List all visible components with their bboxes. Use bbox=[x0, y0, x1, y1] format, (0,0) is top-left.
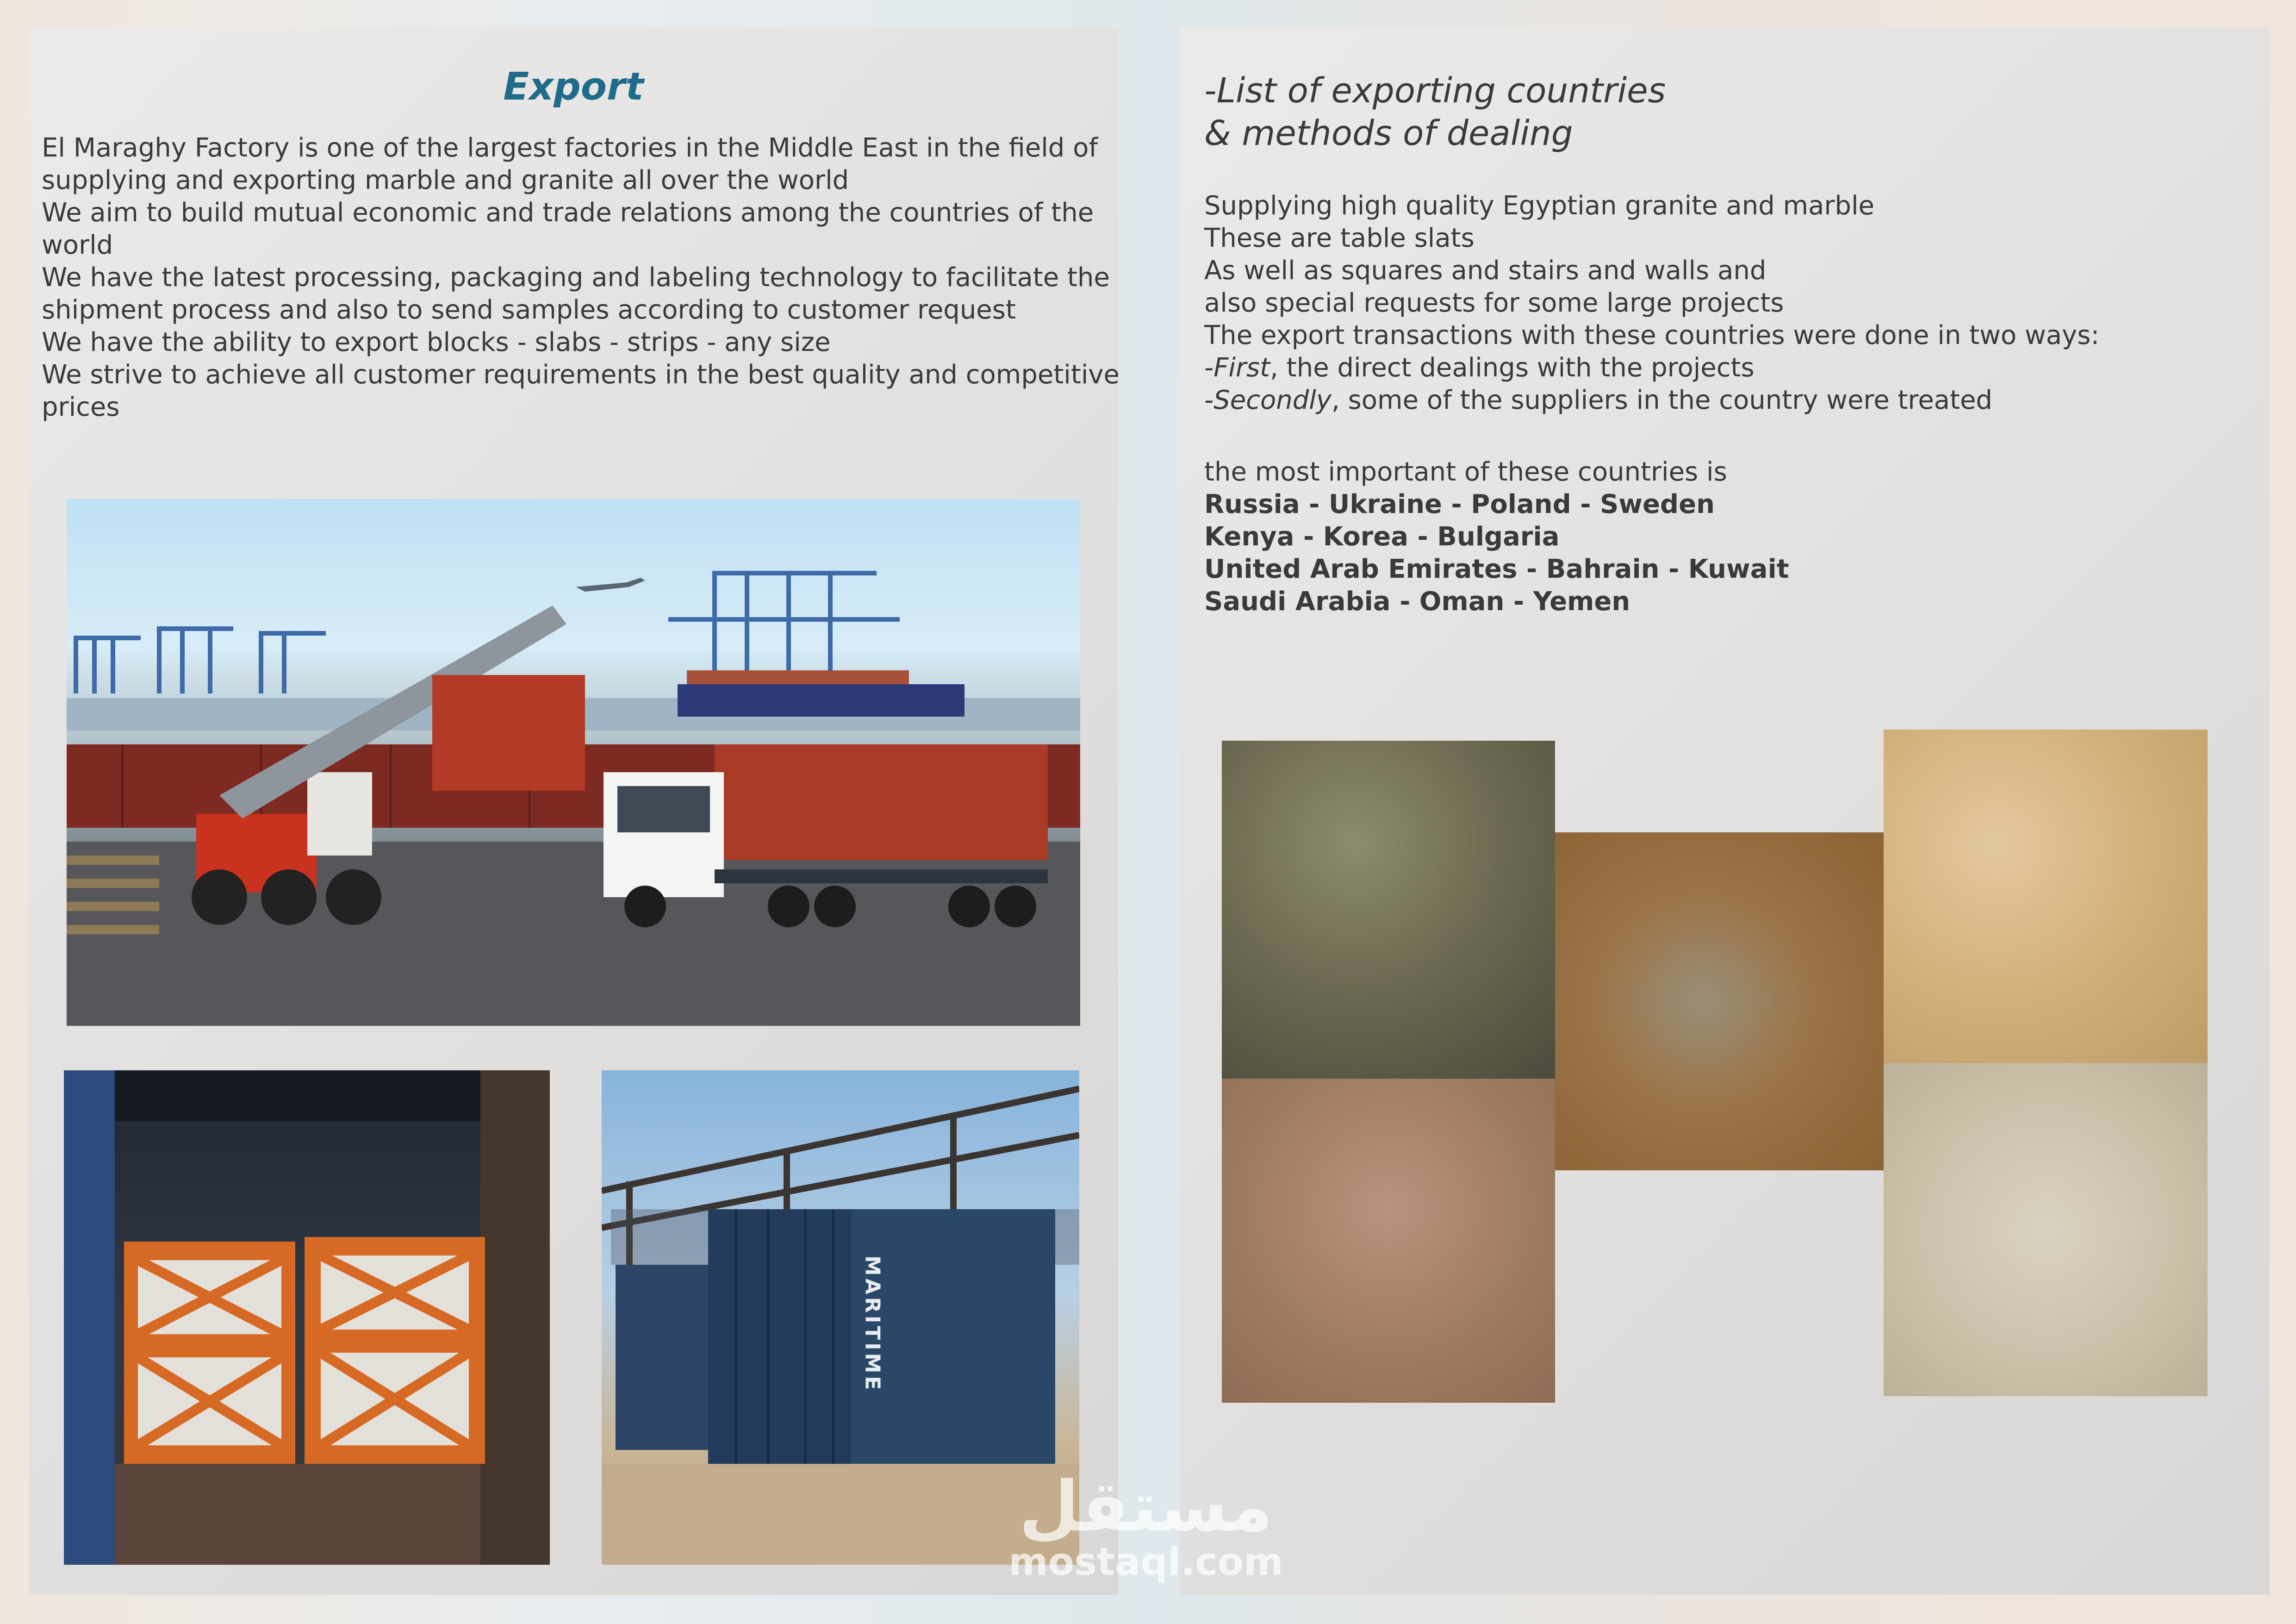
supply-line: The export transactions with these countries were done in two ways: bbox=[1204, 320, 2100, 350]
truck-container bbox=[715, 744, 1048, 860]
dealing-second bbox=[1204, 384, 2099, 417]
crates-scene-illustration bbox=[64, 1070, 550, 1565]
lifted-container bbox=[432, 675, 585, 791]
countries-list bbox=[1204, 456, 1789, 618]
paragraph-line: We have the ability to export blocks - slabs - strips - any size bbox=[42, 327, 831, 357]
mostaql-watermark bbox=[1007, 1467, 1285, 1584]
stone-sample-sand bbox=[1884, 730, 2208, 1063]
supply-line: These are table slats bbox=[1204, 223, 1475, 253]
paragraph-line: We have the latest processing, packaging and labeling technology to facilitate the shipment process and also to send samples according to customer request bbox=[42, 262, 1110, 325]
heading-line: -List of exporting countries bbox=[1204, 71, 1666, 111]
supply-line: Supplying high quality Egyptian granite and marble bbox=[1204, 191, 1874, 221]
export-description bbox=[42, 132, 1120, 424]
crates-in-container-photo bbox=[64, 1070, 550, 1565]
first-text: , the direct dealings with the projects bbox=[1270, 353, 1755, 383]
country-line: Saudi Arabia - Oman - Yemen bbox=[1204, 587, 1630, 617]
port-scene-illustration bbox=[67, 499, 1080, 1026]
watermark-url: mostaql.com bbox=[1008, 1540, 1283, 1584]
country-line: United Arab Emirates - Bahrain - Kuwait bbox=[1204, 554, 1789, 584]
left-page bbox=[29, 28, 1118, 1595]
paragraph-line: El Maraghy Factory is one of the largest factories in the Middle East in the field of supplying and exporting marble and granite all over the world bbox=[42, 133, 1098, 195]
supply-line: As well as squares and stairs and walls and bbox=[1204, 256, 1767, 286]
right-page bbox=[1180, 28, 2270, 1595]
stone-sample-rust bbox=[1555, 832, 1884, 1170]
second-text: , some of the suppliers in the country were treated bbox=[1332, 385, 1992, 415]
supply-description bbox=[1204, 190, 2099, 417]
stone-sample-grey bbox=[1884, 1063, 2208, 1396]
country-line: Kenya - Korea - Bulgaria bbox=[1204, 522, 1560, 552]
watermark-logo: مستقل bbox=[1019, 1467, 1273, 1547]
first-label: -First bbox=[1204, 353, 1270, 383]
dealing-first bbox=[1204, 352, 2099, 384]
country-line: Russia - Ukraine - Poland - Sweden bbox=[1204, 489, 1715, 519]
supply-line: also special requests for some large projects bbox=[1204, 288, 1784, 318]
port-container-photo bbox=[67, 499, 1080, 1026]
second-label: -Secondly bbox=[1204, 385, 1332, 415]
export-title: Export bbox=[503, 65, 644, 109]
countries-heading bbox=[1204, 69, 1666, 155]
countries-intro: the most important of these countries is bbox=[1204, 457, 1727, 487]
paragraph-line: We aim to build mutual economic and trade relations among the countries of the world bbox=[42, 198, 1094, 260]
paragraph-line: We strive to achieve all customer requirements in the best quality and competitive prices bbox=[42, 360, 1120, 422]
stone-sample-pink bbox=[1222, 1079, 1555, 1403]
stone-sample-dark bbox=[1222, 741, 1555, 1079]
maritime-lettering: MARITIME bbox=[860, 1255, 884, 1393]
heading-line: & methods of dealing bbox=[1204, 113, 1573, 153]
